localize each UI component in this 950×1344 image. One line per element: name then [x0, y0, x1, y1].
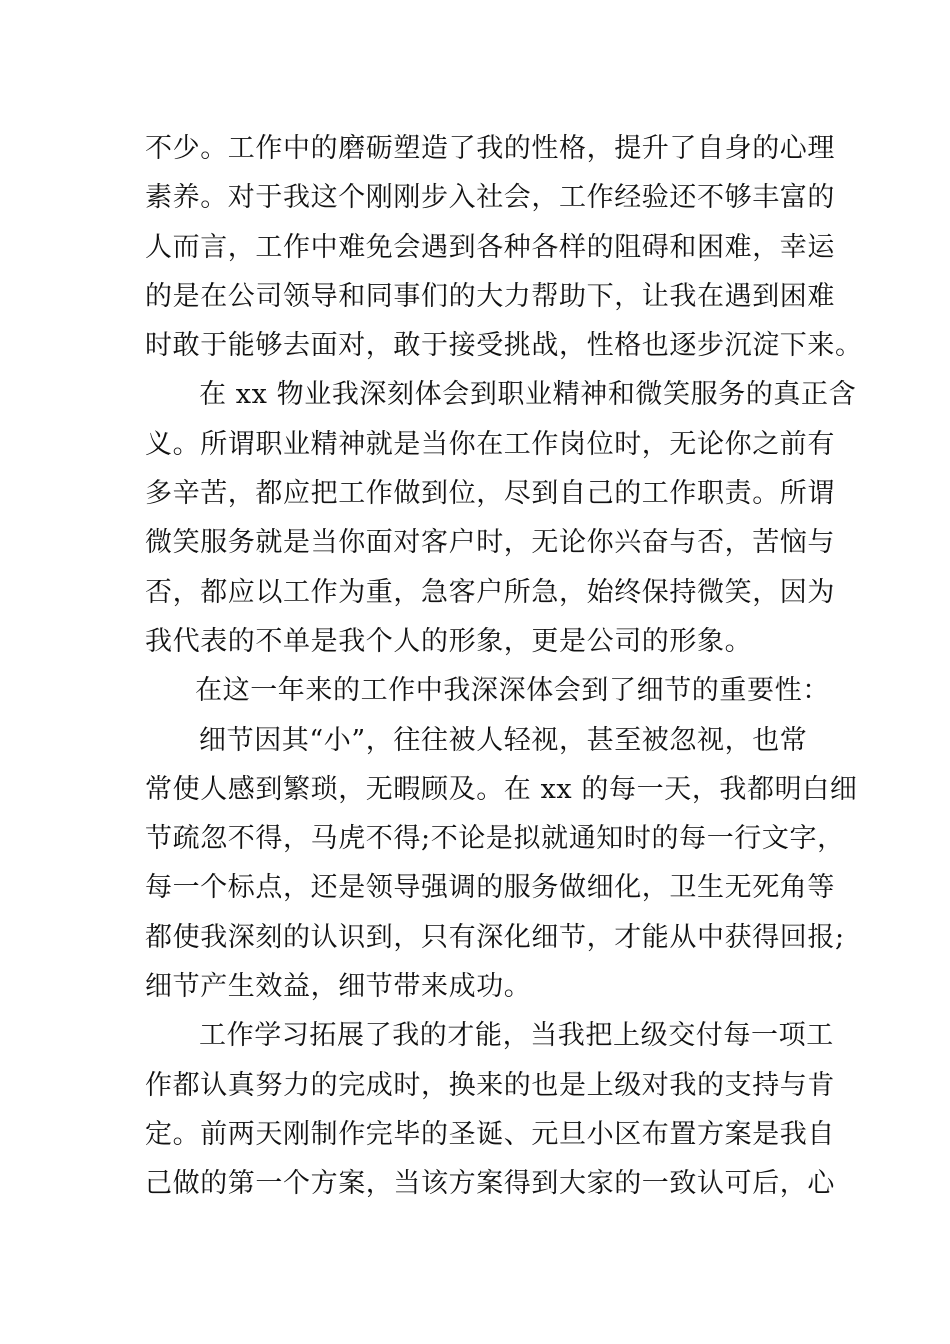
text-line: 不少。工作中的磨砺塑造了我的性格，提升了自身的心理: [145, 133, 835, 164]
text-line: 己做的第一个方案，当该方案得到大家的一致认可后，心: [145, 1168, 835, 1200]
paragraph-3: [145, 666, 830, 715]
paragraph-5: [145, 1011, 835, 1208]
text-line: 都使我深刻的认识到，只有深化细节，才能从中获得回报;: [145, 921, 845, 953]
text-line: 否，都应以工作为重，急客户所急，始终保持微笑，因为: [145, 576, 835, 608]
text-line: 多辛苦，都应把工作做到位，尽到自己的工作职责。所谓: [145, 478, 835, 510]
text-line: 我代表的不单是我个人的形象，更是公司的形象。: [145, 625, 753, 657]
paragraph-1: [145, 124, 863, 370]
text-line: 细节因其“小”，往往被人轻视，甚至被忽视，也常: [199, 724, 808, 756]
text-line: 时敢于能够去面对，敢于接受挑战，性格也逐步沉淀下来。: [145, 330, 863, 362]
text-line: 在这一年来的工作中我深深体会到了细节的重要性：: [195, 675, 830, 707]
document-body: [145, 124, 863, 1209]
text-line: 工作学习拓展了我的才能，当我把上级交付每一项工: [199, 1020, 834, 1052]
text-line: 细节产生效益，细节带来成功。: [145, 971, 532, 1003]
text-line: 每一个标点，还是领导强调的服务做细化，卫生无死角等: [145, 872, 835, 904]
text-line: 在 xx 物业我深刻体会到职业精神和微笑服务的真正含: [199, 379, 857, 411]
text-line: 的是在公司领导和同事们的大力帮助下，让我在遇到困难: [145, 280, 835, 312]
text-line: 作都认真努力的完成时，换来的也是上级对我的支持与肯: [145, 1069, 835, 1101]
text-line: 常使人感到繁琐，无暇顾及。在 xx 的每一天，我都明白细: [145, 773, 858, 805]
text-line: 人而言，工作中难免会遇到各种各样的阻碍和困难，幸运: [145, 231, 835, 263]
text-line: 微笑服务就是当你面对客户时，无论你兴奋与否，苦恼与: [145, 527, 835, 559]
text-line: 义。所谓职业精神就是当你在工作岗位时，无论你之前有: [145, 428, 835, 460]
paragraph-2: [145, 370, 857, 666]
text-line: 节疏忽不得，马虎不得;不论是拟就通知时的每一行文字，: [145, 823, 845, 855]
text-line: 定。前两天刚制作完毕的圣诞、元旦小区布置方案是我自: [145, 1118, 835, 1150]
text-line: 素养。对于我这个刚刚步入社会，工作经验还不够丰富的: [145, 182, 835, 214]
paragraph-4: [145, 716, 858, 1012]
